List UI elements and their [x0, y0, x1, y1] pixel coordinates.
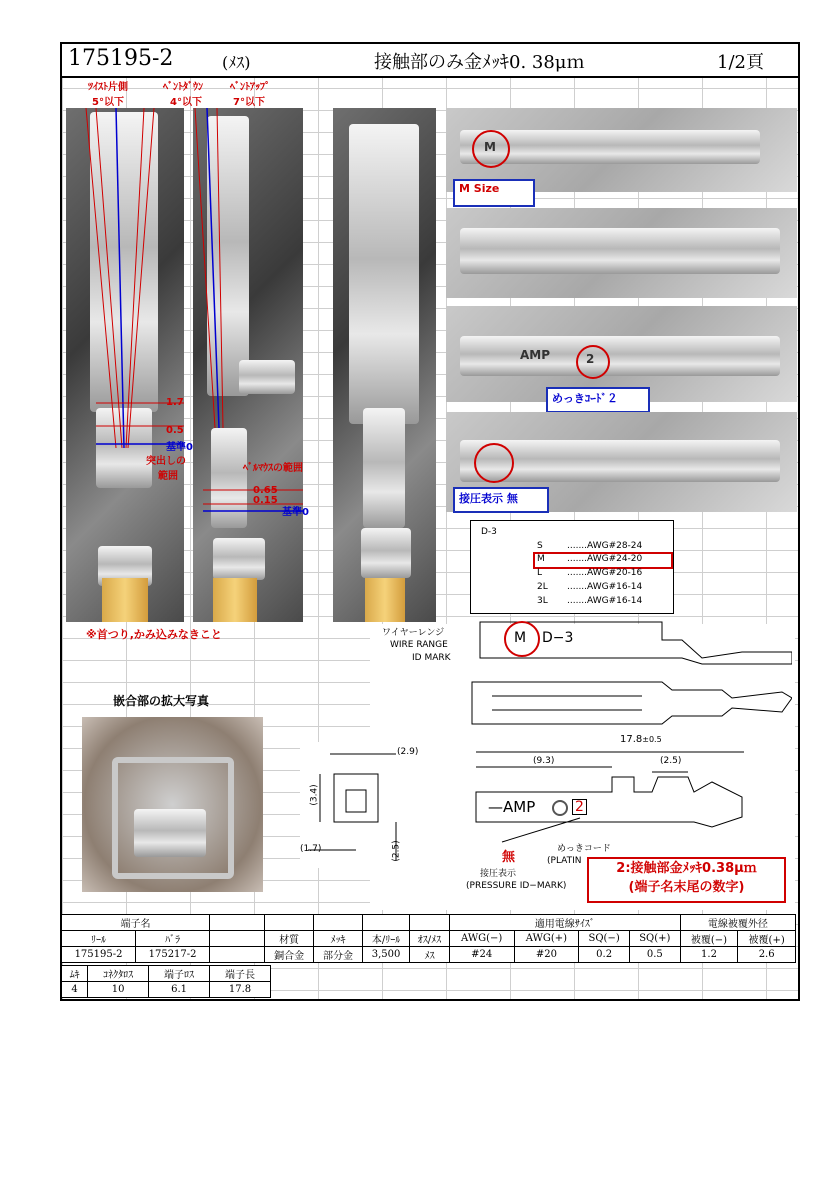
dim-length-value: 17.8: [620, 734, 643, 745]
hdr-conn: ｺﾈｸﾀﾛｽ: [88, 966, 149, 982]
dim-2-5: (2.5): [660, 756, 682, 766]
wire-row-m-code: M: [537, 554, 545, 564]
hdr-material: 材質: [265, 931, 314, 947]
cell-muki: 4: [62, 982, 88, 998]
hdr-plating: ﾒｯｷ: [314, 931, 363, 947]
cell-bara: 175217-2: [136, 947, 210, 963]
cell-sqm: 0.2: [579, 947, 630, 963]
bent-down-label: ﾍﾞﾝﾄﾀﾞｳﾝ: [163, 82, 203, 93]
hdr-name: 端子名: [62, 915, 210, 931]
dim-0-15: 0.15: [253, 495, 278, 506]
wire-range-en: WIRE RANGE: [390, 640, 448, 650]
m-size-stamp: M: [484, 140, 496, 154]
drawing-plating-circle: [552, 800, 568, 816]
page-number: 1/2頁: [717, 52, 764, 73]
wire-row-3l-code: 3L: [537, 596, 548, 606]
m-size-label: M Size: [459, 182, 500, 195]
spec-table: [61, 914, 796, 963]
cell-odm: 1.2: [680, 947, 738, 963]
dim-0-65: 0.65: [253, 485, 278, 496]
spec-table-2: [61, 965, 271, 998]
dim-length: [620, 734, 662, 745]
dim-0-5: 0.5: [166, 425, 184, 436]
bent-up-label: ﾍﾞﾝﾄｱｯﾌﾟ: [230, 82, 270, 93]
wire-row-l-code: L: [537, 568, 543, 578]
drawing-plating-digit: 2: [572, 799, 587, 815]
closeup-title: 嵌合部の拡大写真: [113, 694, 210, 708]
wire-row-3l-awg: .......AWG#16-14: [567, 596, 643, 606]
callout-line-2: (端子名末尾の数字): [628, 880, 745, 895]
dim-3-4: (3.4): [309, 784, 320, 806]
hdr-sqm: SQ(−): [579, 931, 630, 947]
dim-length-tol: ±0.5: [642, 735, 662, 744]
wire-row-2l-code: 2L: [537, 582, 548, 592]
cell-awgp: #20: [514, 947, 579, 963]
dim-2-9: (2.9): [397, 747, 419, 757]
wire-row-m-awg: .......AWG#24-20: [567, 554, 643, 564]
pressure-label: 接圧表示 無: [459, 492, 518, 505]
hdr-sqp: SQ(+): [629, 931, 680, 947]
hdr-reel: ﾘｰﾙ: [62, 931, 136, 947]
twist-value: 5°以下: [92, 97, 124, 108]
dim-1-7b: (1.7): [300, 844, 322, 854]
bent-down-value: 4°以下: [170, 97, 202, 108]
hdr-bara: ﾊﾞﾗ: [136, 931, 210, 947]
header-bar: [62, 44, 798, 78]
id-mark: ID MARK: [412, 653, 451, 663]
wire-row-2l-awg: .......AWG#16-14: [567, 582, 643, 592]
pressure-box: [453, 487, 549, 513]
wire-row-s-awg: .......AWG#28-24: [567, 541, 643, 551]
cell-reel: 175195-2: [62, 947, 136, 963]
hdr-od: 電線被覆外径: [680, 915, 795, 931]
hdr-perreel: 本/ﾘｰﾙ: [363, 931, 410, 947]
amp-stamp: AMP: [520, 348, 551, 362]
wire-size-table: [470, 520, 674, 614]
twist-label: ﾂｲｽﾄ片側: [88, 82, 128, 93]
cell-awgm: #24: [449, 947, 514, 963]
cell-odp: 2.6: [738, 947, 796, 963]
bellmouth-label: ﾍﾞﾙﾏｳｽの範囲: [243, 463, 303, 474]
plating-code-label: めっきｺｰﾄﾞ２: [552, 392, 618, 405]
part-type: (ﾒｽ): [222, 53, 251, 72]
bent-guides: [193, 108, 303, 622]
wire-table-title: D-3: [481, 527, 497, 537]
closeup-photo: [82, 717, 263, 892]
wire-row-l-awg: .......AWG#20-16: [567, 568, 643, 578]
part-number: 175195-2: [68, 46, 174, 71]
hdr-odp: 被覆(+): [738, 931, 796, 947]
plating-digit: 2: [586, 352, 595, 366]
neck-note: ※首つり,かみ込みなきこと: [86, 628, 222, 641]
hdr-len: 端子長: [210, 966, 271, 982]
protrude-label-2: 範囲: [158, 471, 178, 482]
drawing-amp: —AMP: [488, 798, 536, 816]
pressure-jp: 接圧表示: [480, 869, 517, 879]
hdr-odm: 被覆(−): [680, 931, 738, 947]
cell-conn: 10: [88, 982, 149, 998]
hdr-awgm: AWG(−): [449, 931, 514, 947]
ref-zero-2: 基準0: [282, 507, 309, 518]
spec-callout: [587, 857, 786, 903]
cell-len: 17.8: [210, 982, 271, 998]
cell-perreel: 3,500: [363, 947, 410, 963]
cell-mf: ﾒｽ: [410, 947, 450, 963]
cell-plating: 部分金: [314, 947, 363, 963]
dim-2-5b: (2.5): [391, 840, 402, 862]
photo-top: [333, 108, 436, 622]
plating-code-box: [546, 387, 650, 413]
hdr-wire: 適用電線ｻｲｽﾞ: [449, 915, 680, 931]
callout-line-1: 2:接触部金ﾒｯｷ0.38μｍ: [616, 861, 757, 876]
ref-zero-1: 基準0: [166, 442, 193, 453]
hdr-awgp: AWG(+): [514, 931, 579, 947]
pressure-en: (PRESSURE ID−MARK): [466, 881, 567, 891]
wire-range-jp: ワイヤーレンジ: [382, 628, 445, 638]
plating-jp: めっきコード: [557, 844, 611, 854]
hdr-loss: 端子ﾛｽ: [149, 966, 210, 982]
drawing-m: M: [514, 630, 527, 646]
dim-9-3: (9.3): [533, 756, 555, 766]
pressure-circle: [474, 443, 514, 483]
twist-guides: [66, 108, 184, 622]
bent-up-value: 7°以下: [233, 97, 265, 108]
protrude-label: 突出しの: [146, 456, 186, 467]
plating-en: (PLATIN: [547, 856, 582, 866]
wire-row-s-code: S: [537, 541, 543, 551]
cell-loss: 6.1: [149, 982, 210, 998]
cell-material: 銅合金: [265, 947, 314, 963]
drawing-d3: D−3: [542, 630, 574, 646]
photo-side-2: [446, 208, 797, 298]
m-size-box: [453, 179, 535, 207]
page-title: 接触部のみ金ﾒｯｷ0. 38μｍ: [374, 52, 585, 73]
hdr-muki: ﾑｷ: [62, 966, 88, 982]
drawing-mu: 無: [502, 850, 516, 865]
dim-1-7: 1.7: [166, 397, 184, 408]
hdr-mf: ｵｽ/ﾒｽ: [410, 931, 450, 947]
cell-sqp: 0.5: [629, 947, 680, 963]
